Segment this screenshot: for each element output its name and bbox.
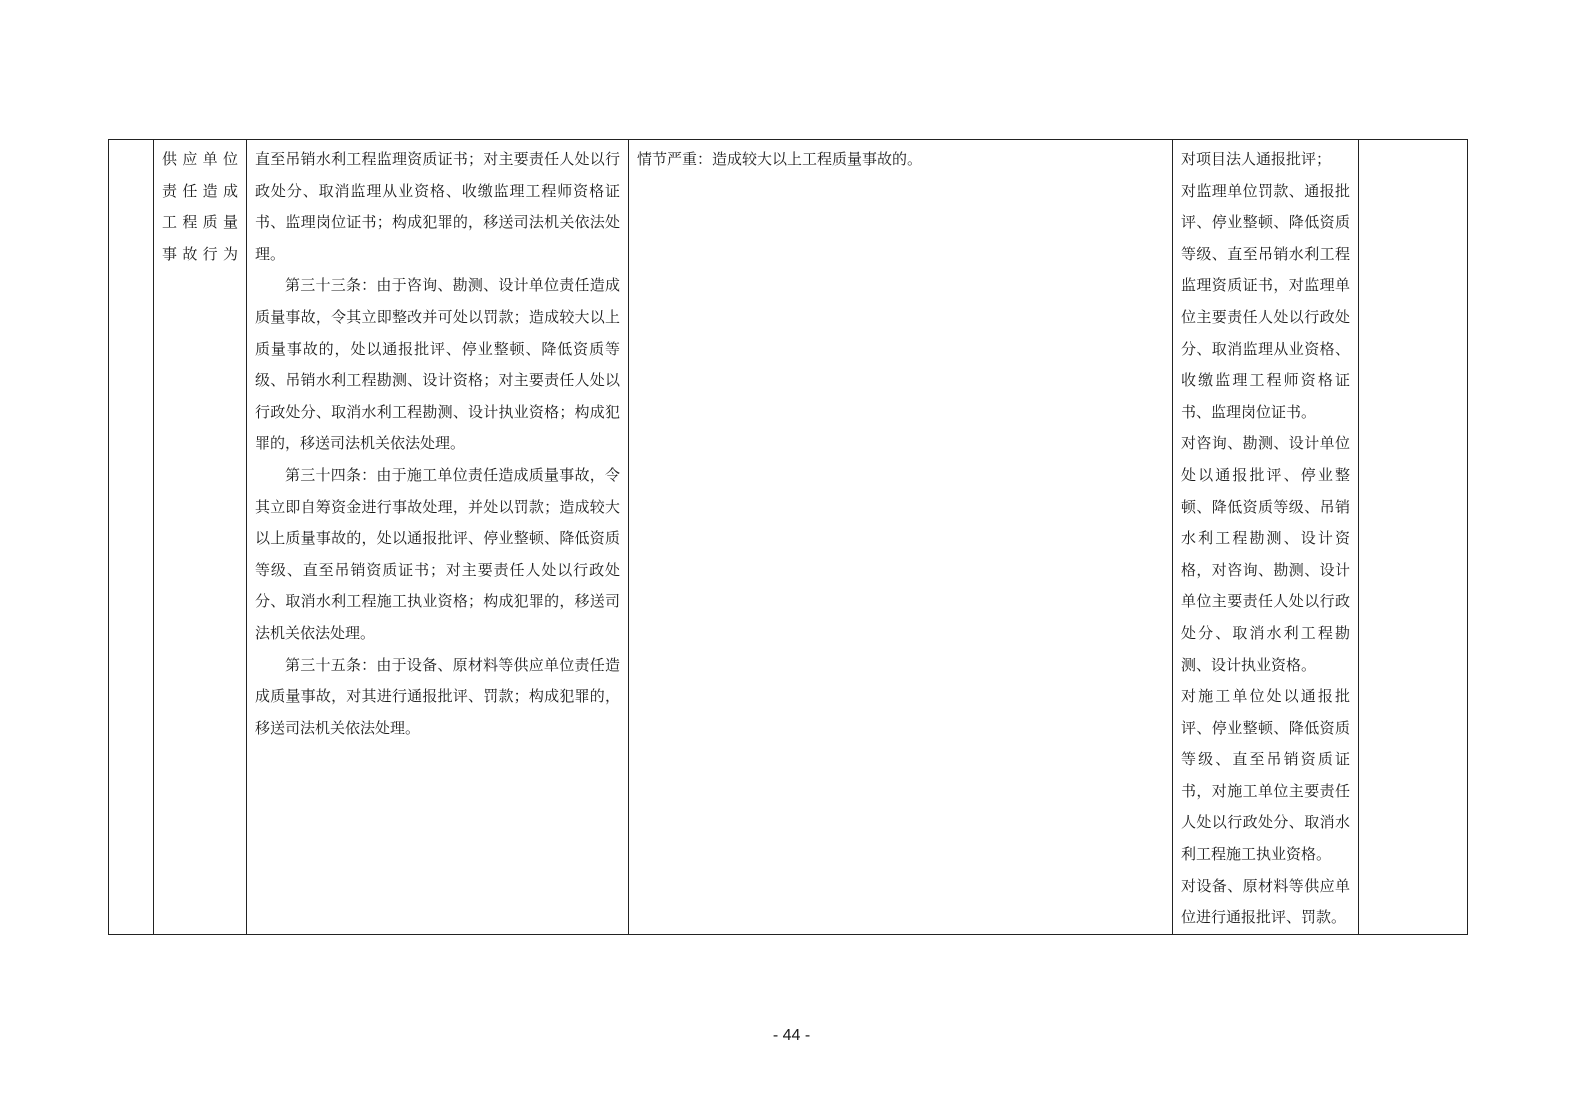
penalty-construction-unit: 对施工单位处以通报批评、停业整顿、降低资质等级、直至吊销资质证书，对施工单位主要责任人处以行政处分、取消水利工程施工执业资格。 [1181,687,1350,864]
penalty-supplier-unit: 对设备、原材料等供应单位进行通报批评、罚款。 [1181,876,1350,927]
penalty-cell [1173,140,1359,935]
page-number: - 44 - [772,1027,811,1044]
penalty-design-unit: 对咨询、勘测、设计单位处以通报批评、停业整顿、降低资质等级、吊销水利工程勘测、设计资格，对咨询、勘测、设计单位主要责任人处以行政处分、取消水利工程勘测、设计执业资格。 [1181,434,1350,674]
circumstance-cell [629,140,1173,935]
penalty-project-legal-person: 对项目法人通报批评； [1181,150,1332,168]
law-clause-article-34: 第三十四条：由于施工单位责任造成质量事故，令其立即自筹资金进行事故处理，并处以罚款；造成较大以上质量事故的，处以通报批评、停业整顿、降低资质等级、直至吊销资质证书；对主要责任人处以行政处分、取消水利工程施工执业资格；构成犯罪的，移送司法机关依法处理。 [255,465,620,642]
category-text: 供应单位 责任造成 工程质量 事故行为 [162,150,238,263]
law-clause-article-33: 第三十三条：由于咨询、勘测、设计单位责任造成质量事故，令其立即整改并可处以罚款；造成较大以上质量事故的，处以通报批评、停业整顿、降低资质等级、吊销水利工程勘测、设计资格；对主要责任人处以行政处分、取消水利工程勘测、设计执业资格；构成犯罪的，移送司法机关依法处理。 [255,276,620,453]
category-cell [154,140,247,935]
penalty-supervision-unit: 对监理单位罚款、通报批评、停业整顿、降低资质等级、直至吊销水利工程监理资质证书，对监理单位主要责任人处以行政处分、取消监理从业资格、收缴监理工程师资格证书、监理岗位证书。 [1181,181,1350,421]
law-clause-continuation: 直至吊销水利工程监理资质证书；对主要责任人处以行政处分、取消监理从业资格、收缴监理工程师资格证书、监理岗位证书；构成犯罪的，移送司法机关依法处理。 [255,150,620,263]
circumstance-text: 情节严重：造成较大以上工程质量事故的。 [637,150,923,168]
table-row [109,140,1468,935]
remarks-cell [1359,140,1468,935]
penalty-table [108,139,1468,935]
law-clause-article-35: 第三十五条：由于设备、原材料等供应单位责任造成质量事故，对其进行通报批评、罚款；构成犯罪的，移送司法机关依法处理。 [255,655,620,737]
index-cell [109,140,154,935]
law-clause-cell [247,140,629,935]
